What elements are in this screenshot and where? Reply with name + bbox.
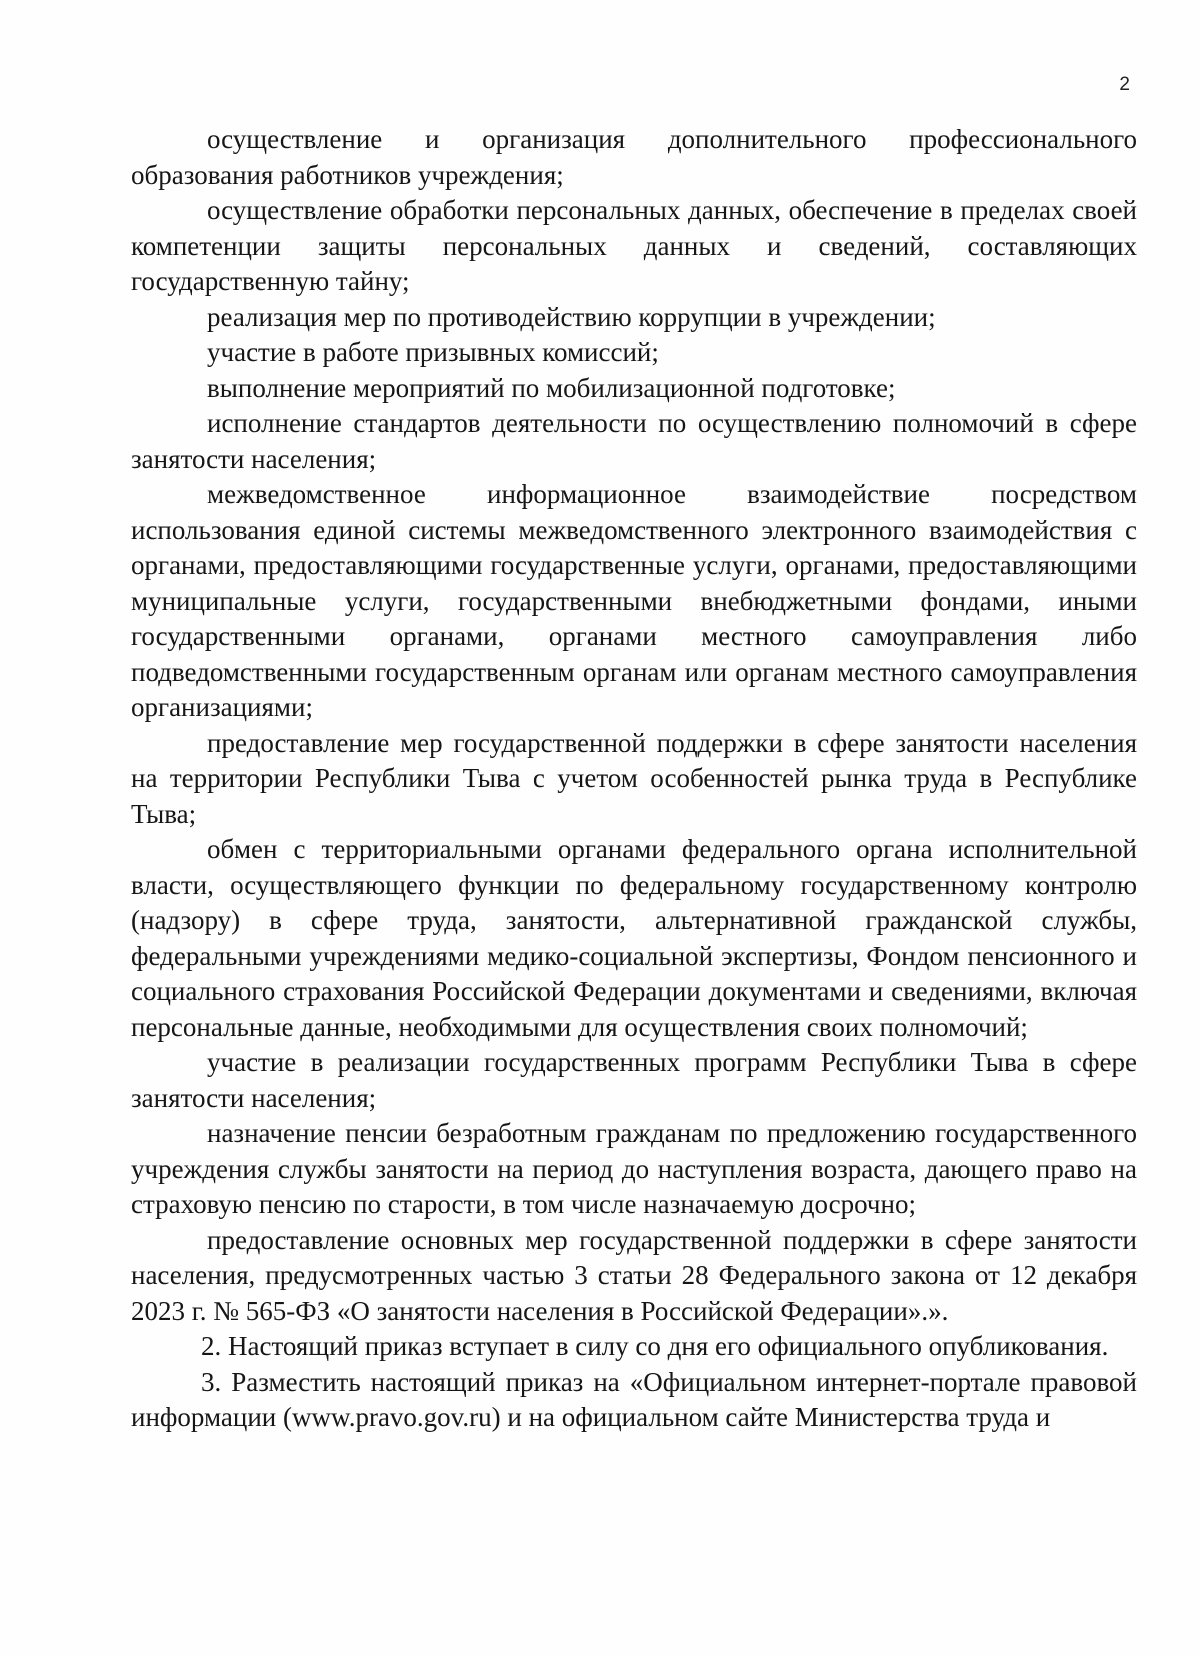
- numbered-clause-3: 3. Разместить настоящий приказ на «Официальном интернет-портале правовой информации (www.pravo.gov.ru) и на официальном сайте Министерства труда и: [131, 1366, 1137, 1432]
- paragraph: реализация мер по противодействию коррупции в учреждении;: [207, 301, 936, 332]
- paragraph: предоставление мер государственной поддержки в сфере занятости населения на территории Республики Тыва с учетом особенностей рынка труда в Республике Тыва;: [131, 727, 1137, 829]
- paragraph: участие в реализации государственных программ Республики Тыва в сфере занятости населения;: [131, 1047, 1137, 1113]
- page-number: 2: [1119, 74, 1130, 95]
- paragraph: назначение пенсии безработным гражданам по предложению государственного учреждения службы занятости на период до наступления возраста, дающего право на страховую пенсию по старости, в том числе назначаемую досрочно;: [131, 1118, 1137, 1219]
- paragraph: участие в работе призывных комиссий;: [207, 337, 659, 367]
- paragraph: осуществление и организация дополнительного профессионального образования работников учреждения;: [131, 124, 1137, 190]
- document-body: [131, 122, 1137, 1436]
- paragraph: осуществление обработки персональных данных, обеспечение в пределах своей компетенции защиты персональных данных и сведений, составляющих государственную тайну;: [131, 195, 1137, 296]
- numbered-clause-2: 2. Настоящий приказ вступает в силу со дня его официального опубликования.: [201, 1331, 1109, 1361]
- paragraph: выполнение мероприятий по мобилизационной подготовке;: [207, 372, 896, 403]
- paragraph: обмен с территориальными органами федерального органа исполнительной власти, осуществляющего функции по федеральному государственному контролю (надзору) в сфере труда, занятости, альтернативной гражданской службы, федеральными учреждениями медико-социальной экспертизы, Фондом пенсионного и социального страхования Российской Федерации документами и сведениями, включая персональные данные, необходимыми для осуществления своих полномочий;: [131, 834, 1137, 1042]
- paragraph: межведомственное информационное взаимодействие посредством использования единой системы межведомственного электронного взаимодействия с органами, предоставляющими государственные услуги, органами, предоставляющими муниципальные услуги, государственными внебюджетными фондами, иными государственными органами, органами местного самоуправления либо подведомственными государственным органам или органам местного самоуправления организациями;: [131, 479, 1137, 722]
- paragraph: предоставление основных мер государственной поддержки в сфере занятости населения, предусмотренных частью 3 статьи 28 Федерального закона от 12 декабря 2023 г. № 565-ФЗ «О занятости населения в Российской Федерации».».: [131, 1224, 1137, 1326]
- paragraph: исполнение стандартов деятельности по осуществлению полномочий в сфере занятости населения;: [131, 408, 1137, 474]
